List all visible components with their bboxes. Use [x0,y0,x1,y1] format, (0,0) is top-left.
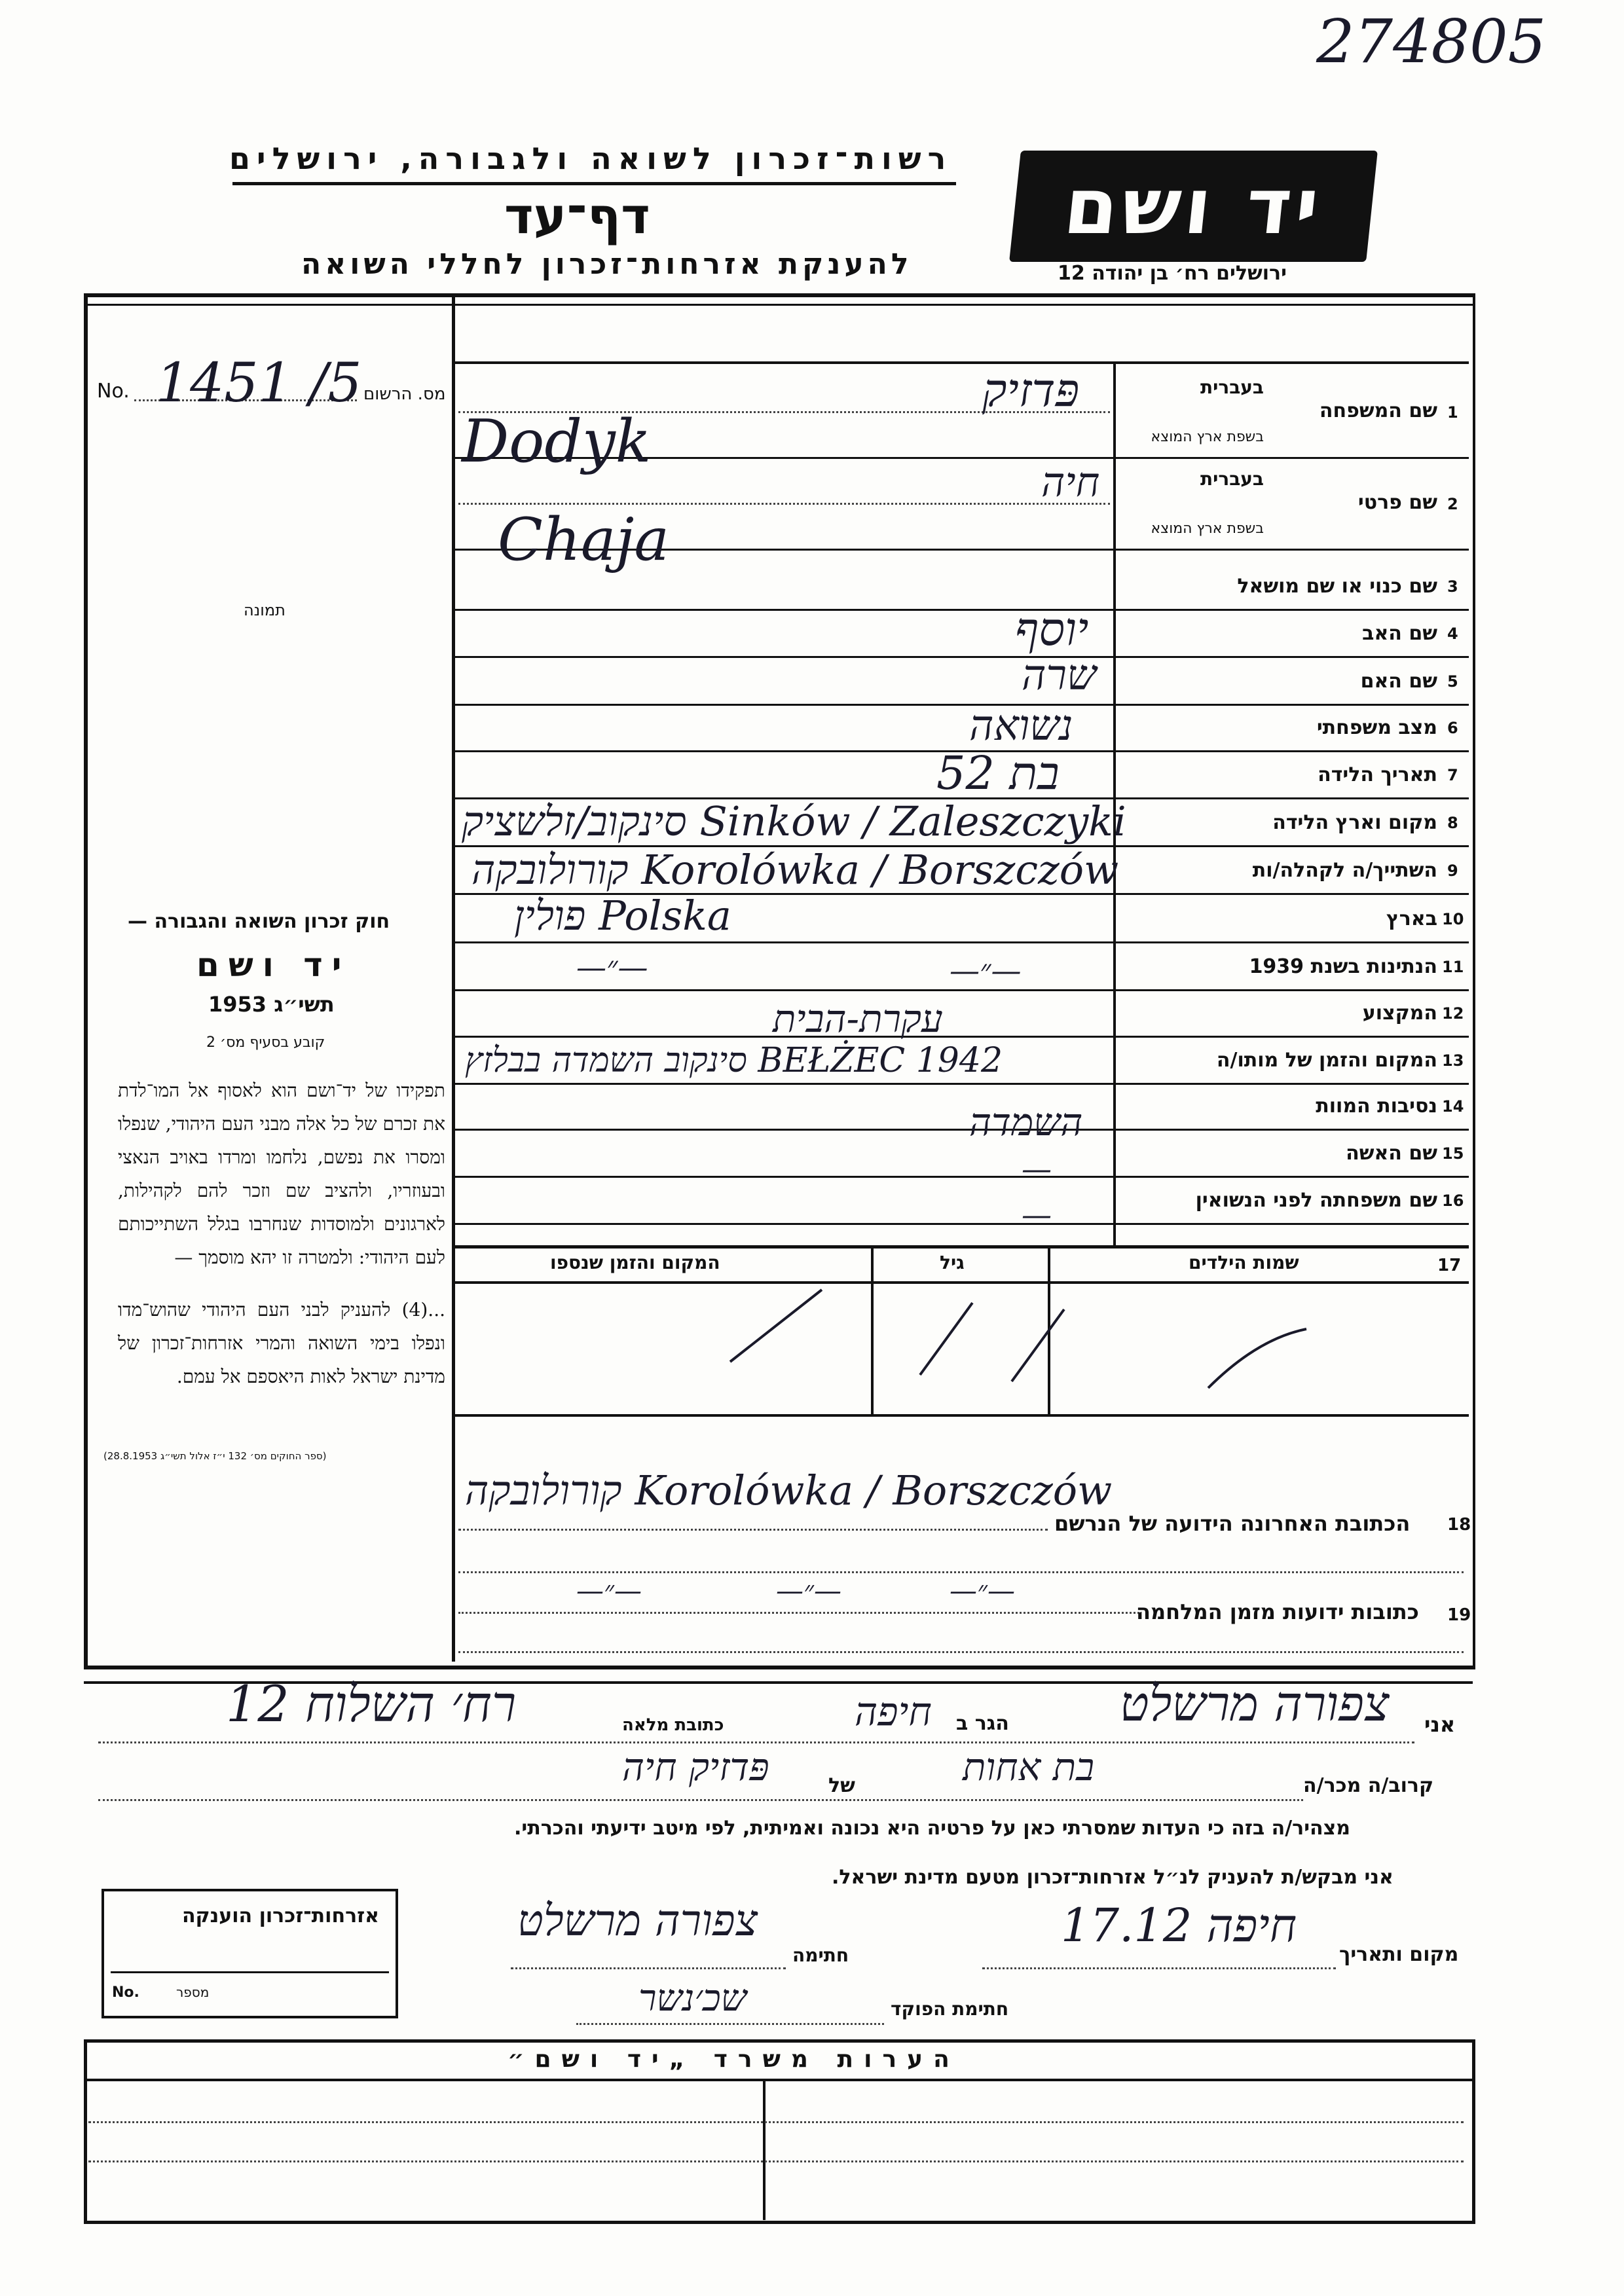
field-number-2: 2 [1447,495,1458,513]
field-row-line-5 [455,704,1469,706]
field-19-label: כתובות ידועות מזמן המלחמה [1136,1599,1419,1624]
nationality-1939: —״— [576,949,648,985]
declarant-city: חיפה [855,1689,932,1735]
signature-label: חתימה [792,1944,849,1966]
children-header-names: שמות הילדים [1189,1252,1299,1273]
authority-title: רשות־זכרון לשואה ולגבורה, ירושלים [229,141,953,176]
given-name-original: Chaja [498,505,670,574]
field-sub-hebrew-2: בעברית [1200,468,1264,490]
field-number-17: 17 [1437,1256,1462,1275]
field-number-9: 9 [1447,862,1458,880]
war-address-3: —״— [950,1575,1015,1607]
declaration-ani: אני [1424,1712,1456,1737]
field-number-8: 8 [1447,814,1458,832]
declaration-resides: הגר ב [956,1712,1009,1735]
remarks-title: הערות משרד „יד ושם״ [507,2046,960,2073]
field-number-5: 5 [1447,672,1458,691]
place-date-value: חיפה 17.12 [1061,1899,1297,1952]
father-name: יוסף [1015,602,1089,656]
field-label-12: המקצוע [1362,1002,1437,1025]
signature-line [511,1967,786,1969]
archive-number: 274805 [1316,7,1547,77]
field-number-13: 13 [1442,1051,1464,1070]
field-number-4: 4 [1447,625,1458,643]
declaration-line-2 [98,1799,1303,1801]
field-label-1: שם המשפחה [1319,399,1437,422]
field-number-16: 16 [1442,1192,1464,1210]
declarant-address: רח׳ השלוח 12 [226,1675,517,1733]
page-title: דף־עד [504,187,650,245]
field-label-13: המקום והזמן של מותו/ה [1216,1049,1437,1072]
field-label-6: מצב משפחתי [1316,716,1437,739]
left-column-divider [452,293,455,1662]
field-number-19: 19 [1447,1605,1471,1625]
field-mid-line-2 [458,503,1110,505]
field-label-16: שם משפחתה לפני הנשואין [1195,1189,1437,1212]
strike-age-b [1012,1309,1064,1381]
wife-name: — [1022,1151,1052,1186]
registration-value: 1451 /5 [156,352,362,414]
remarks-line-1 [88,2121,1464,2123]
children-header-place: המקום והזמן שנספו [550,1252,720,1273]
victim-reference: פּדזיק חיה [622,1745,769,1789]
birth-place: סינקוב/זלשציק Sinków / Zaleszczyki [462,797,1126,845]
declaration-statement-1: מצהיר/ה בזה כי העדות שמסרתי כאן על פרטיה היא נכונה ואמיתית, לפי מיטב ידיעתי והכרתי. [514,1817,1350,1840]
community: קורולובקה Korolówka / Borszczów [471,846,1119,894]
place-date-line [982,1967,1336,1969]
profession: עקרת-הבית [773,996,943,1041]
authority-underline [232,182,956,185]
field-19-line-2 [458,1651,1464,1653]
children-table-bottom [455,1414,1469,1417]
field-number-7: 7 [1447,766,1458,784]
field-sub-hebrew-1: בעברית [1200,376,1264,398]
field-label-11: הנתינות בשנת 1939 [1249,955,1437,978]
stamp-box-no: No. [112,1984,139,2001]
field-label-8: מקום וארץ הלידה [1272,811,1437,834]
field-row-line-12 [455,1036,1469,1038]
children-strikeouts [455,1283,1469,1414]
field-label-4: שם האב [1362,622,1437,645]
remarks-line-2 [88,2160,1464,2162]
photo-label: תמונה [244,601,286,619]
mother-name: שרה [1022,651,1097,700]
death-circumstances: השמדה [969,1100,1083,1144]
strike-place [730,1290,822,1362]
field-number-3: 3 [1447,577,1458,596]
last-address: קורולובקה Korolówka / Borszczów [465,1467,1113,1514]
law-year: תשי״ג 1953 [208,992,335,1017]
field-label-3: שם כנוי או שם מושאל [1237,575,1437,598]
law-title: חוק זכרון השואה והגבורה — [128,910,390,933]
field-number-1: 1 [1447,403,1458,422]
field-number-18: 18 [1447,1515,1471,1535]
field-label-14: נסיבות המוות [1316,1095,1437,1118]
logo-text: יד ושם [1060,161,1327,251]
declaration-line-1 [98,1741,1414,1743]
header-address: ירושלים רח׳ בן יהודה 12 [1058,262,1287,285]
official-signature-label: חתימת הפוקד [891,1998,1009,2020]
field-sub-origin-2: בשפת ארץ המוצא [1151,520,1264,537]
death-place-time: סינקוב השמדה בבלזץ BEŁŻEC 1942 [465,1041,1003,1080]
war-address-1: —״— [576,1575,642,1607]
children-table-top [455,1245,1469,1248]
field-label-10: בארץ [1386,907,1437,930]
given-name-hebrew: חיה [1041,458,1100,506]
remarks-title-underline [84,2079,1473,2081]
nationality-1939-b: —״— [950,953,1022,988]
field-label-7: תאריך הלידה [1318,763,1437,786]
field-sub-origin-1: בשפת ארץ המוצא [1151,429,1264,445]
field-row-line-14 [455,1129,1469,1131]
signature-value: צפורה מרשלט [517,1895,758,1946]
maiden-name: — [1022,1197,1052,1232]
law-name: יד ושם [196,946,351,984]
registration-no-label: No. [97,380,130,403]
field-number-12: 12 [1442,1004,1464,1023]
field-label-5: שם האם [1360,670,1437,693]
citizenship-stamp-box [101,1889,398,2018]
law-section: קובע בסעיף מס׳ 2 [206,1034,325,1051]
field-19-line-1 [458,1612,1139,1614]
field-label-2: שם פרטי [1357,491,1437,514]
field-number-11: 11 [1442,958,1464,976]
strike-names [1208,1329,1306,1388]
field-row-line-15 [455,1176,1469,1178]
declarant-name: צפורה מרשלט [1120,1676,1390,1732]
surname-hebrew: פּדזיק [982,363,1080,417]
remarks-column-divider [763,2081,766,2220]
field-number-15: 15 [1442,1144,1464,1163]
stamp-box-number-label: מספר [176,1984,210,2000]
law-paragraph-1: תפקידו של יד־ושם הוא לאסוף אל המו־לדת את זכרם של כל אלה מבני העם היהודי, שנפלו ומסרו את נפשם, נלחמו ומרדו באויב הנאצי ובעוזריו, ולהציב שם וזכר להם לקהילות, לארגונים ולמוסדות שנחרבו בגלל השתייכותם לעם היהודי: ולמטרה זו יהא מוסמך — [118,1080,445,1268]
field-number-6: 6 [1447,719,1458,737]
header-row-line [455,361,1469,364]
page-subtitle: להענקת אזרחות־זכרון לחללי השואה [301,247,913,281]
field-row-line-4 [455,656,1469,658]
official-signature-line [576,2023,884,2025]
law-citation: (ספר החוקים מס׳ 132 י״ז אלול תשי״ג 28.8.1953) [103,1450,327,1462]
field-number-10: 10 [1442,910,1464,928]
registration-label: מס. הרשום [363,384,446,404]
field-18-label: הכתובת האחרונה הידועה של הנרשם [1054,1511,1411,1536]
top-double-line [84,304,1473,306]
declaration-statement-2: אני מבקש/ת להעניק לנ״ל אזרחות־זכרון מטעם מדינת ישראל. [832,1866,1393,1889]
strike-age-a [920,1303,972,1375]
field-label-9: השתייך/ה לקהלה/ות [1252,859,1437,882]
official-signature-value: שכ׳נשר [638,1977,747,2020]
war-address-2: —״— [776,1575,841,1607]
stamp-box-divider [111,1971,389,1973]
field-18-line-1 [458,1529,1048,1531]
children-header-age: גיל [940,1252,965,1273]
declaration-address-label: כתובת מלאה [622,1715,724,1735]
birth-date: בת 52 [936,746,1060,800]
country: פולין Polska [514,892,731,939]
field-row-line-13 [455,1083,1469,1085]
stamp-box-title: אזרחות־זכרון הוענקה [181,1904,379,1927]
yad-vashem-logo [1009,151,1378,262]
declarant-relation: בת אחות [963,1745,1095,1789]
law-paragraph-2: ...(4) להעניק לבני העם היהודי שהוש־מדו ונפלו בימי השואה והמרי אזרחות־זכרון של מדינת ישראל לאות היאספם אל עמם. [118,1299,445,1387]
field-row-line-10 [455,941,1469,943]
declaration-relative-label: קרוב/ה מכר/ה [1303,1774,1434,1797]
place-date-label: מקום ותאריך [1339,1943,1459,1966]
field-row-line-11 [455,989,1469,991]
marital-status: נשואה [969,702,1073,750]
field-label-15: שם האשה [1346,1142,1437,1165]
field-18-line-2 [458,1571,1464,1573]
field-row-line-16 [455,1223,1469,1225]
field-row-line-3 [455,609,1469,611]
surname-original: Dodyk [462,407,652,476]
field-number-14: 14 [1442,1097,1464,1116]
declaration-of-label: של [828,1774,855,1797]
